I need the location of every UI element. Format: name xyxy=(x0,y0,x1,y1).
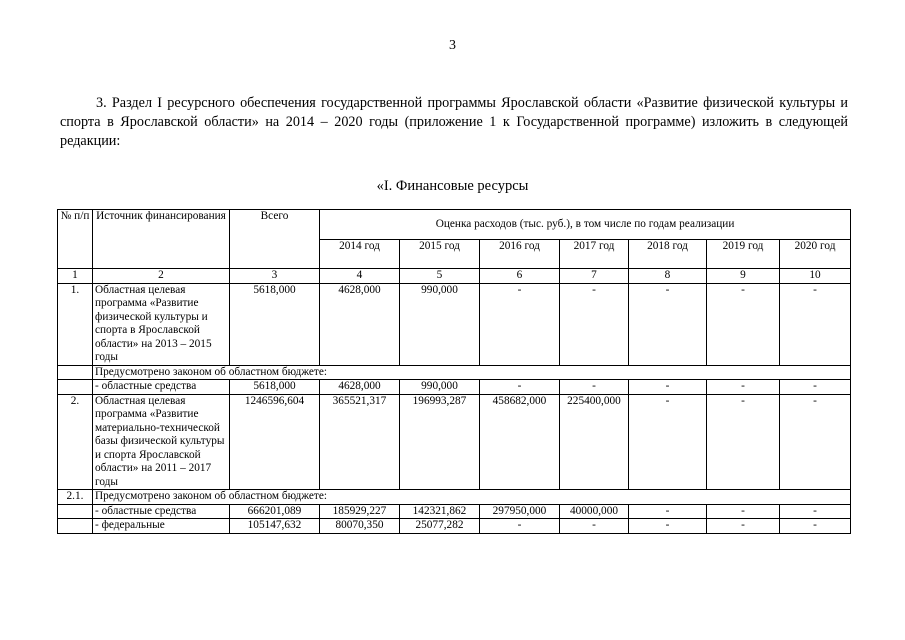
row-number: 1. xyxy=(58,283,93,365)
row-value: - xyxy=(629,380,707,395)
row-source: - областные средства xyxy=(93,380,230,395)
row-value: - xyxy=(560,380,629,395)
column-number: 9 xyxy=(707,269,780,284)
row-value: - xyxy=(560,519,629,534)
row-value: 185929,227 xyxy=(320,504,400,519)
row-value: 25077,282 xyxy=(400,519,480,534)
column-number: 4 xyxy=(320,269,400,284)
row-value: - xyxy=(707,504,780,519)
table-note-row xyxy=(58,490,851,505)
row-total: 105147,632 xyxy=(230,519,320,534)
row-value: 990,000 xyxy=(400,380,480,395)
row-value: - xyxy=(780,519,851,534)
row-value: - xyxy=(629,504,707,519)
column-number: 7 xyxy=(560,269,629,284)
table-row xyxy=(58,283,851,365)
row-value: 365521,317 xyxy=(320,394,400,490)
row-value: - xyxy=(707,519,780,534)
row-value: - xyxy=(707,380,780,395)
row-value: 142321,862 xyxy=(400,504,480,519)
row-total: 5618,000 xyxy=(230,283,320,365)
header-row xyxy=(58,210,851,240)
header-estimate: Оценка расходов (тыс. руб.), в том числе по годам реализации xyxy=(320,210,851,240)
row-value: - xyxy=(780,394,851,490)
column-number: 10 xyxy=(780,269,851,284)
row-total: 5618,000 xyxy=(230,380,320,395)
column-number: 6 xyxy=(480,269,560,284)
row-value: - xyxy=(707,394,780,490)
row-value: - xyxy=(780,380,851,395)
row-value: - xyxy=(480,283,560,365)
row-value: - xyxy=(629,394,707,490)
header-total: Всего xyxy=(230,210,320,269)
row-source: Областная целевая программа «Развитие материально-технической базы физической культуры и спорта Ярославской области» на 2011 – 2017 годы xyxy=(93,394,230,490)
row-value: - xyxy=(480,380,560,395)
header-source: Источник финансирования xyxy=(93,210,230,269)
row-value: 196993,287 xyxy=(400,394,480,490)
row-source: Областная целевая программа «Развитие физической культуры и спорта в Ярославской области» на 2013 – 2015 годы xyxy=(93,283,230,365)
row-number xyxy=(58,380,93,395)
row-value: 225400,000 xyxy=(560,394,629,490)
row-note: Предусмотрено законом об областном бюджете: xyxy=(93,490,851,505)
intro-paragraph: 3. Раздел I ресурсного обеспечения государственной программы Ярославской области «Развитие физической культуры и спорта в Ярославской области» на 2014 – 2020 годы (приложение 1 к Государственной программе) изложить в следующей редакции: xyxy=(60,95,848,149)
row-value: - xyxy=(480,519,560,534)
table-row xyxy=(58,380,851,395)
row-value: - xyxy=(780,283,851,365)
row-value: - xyxy=(629,519,707,534)
row-number xyxy=(58,519,93,534)
header-year: 2020 год xyxy=(780,240,851,269)
row-number: 2. xyxy=(58,394,93,490)
row-number xyxy=(58,504,93,519)
row-value: - xyxy=(780,504,851,519)
header-year: 2015 год xyxy=(400,240,480,269)
column-number: 5 xyxy=(400,269,480,284)
row-value: 990,000 xyxy=(400,283,480,365)
financial-resources-table xyxy=(57,209,851,534)
row-value: 297950,000 xyxy=(480,504,560,519)
table-row xyxy=(58,394,851,490)
table-note-row xyxy=(58,365,851,380)
page-number: 3 xyxy=(449,38,456,53)
row-value: - xyxy=(707,283,780,365)
section-title: «I. Финансовые ресурсы xyxy=(376,178,529,194)
row-value: 4628,000 xyxy=(320,283,400,365)
table-row xyxy=(58,504,851,519)
row-value: 40000,000 xyxy=(560,504,629,519)
header-no: № п/п xyxy=(58,210,93,269)
row-source: - федеральные xyxy=(93,519,230,534)
header-year: 2016 год xyxy=(480,240,560,269)
column-number: 1 xyxy=(58,269,93,284)
column-number-row xyxy=(58,269,851,284)
row-source: - областные средства xyxy=(93,504,230,519)
row-total: 1246596,604 xyxy=(230,394,320,490)
row-value: 4628,000 xyxy=(320,380,400,395)
row-value: 80070,350 xyxy=(320,519,400,534)
table-row xyxy=(58,519,851,534)
header-year: 2017 год xyxy=(560,240,629,269)
row-value: - xyxy=(560,283,629,365)
column-number: 3 xyxy=(230,269,320,284)
header-year: 2019 год xyxy=(707,240,780,269)
header-year: 2018 год xyxy=(629,240,707,269)
row-value: 458682,000 xyxy=(480,394,560,490)
column-number: 2 xyxy=(93,269,230,284)
row-note: Предусмотрено законом об областном бюджете: xyxy=(93,365,851,380)
row-total: 666201,089 xyxy=(230,504,320,519)
header-year: 2014 год xyxy=(320,240,400,269)
row-number: 2.1. xyxy=(58,490,93,505)
row-value: - xyxy=(629,283,707,365)
row-number xyxy=(58,365,93,380)
column-number: 8 xyxy=(629,269,707,284)
